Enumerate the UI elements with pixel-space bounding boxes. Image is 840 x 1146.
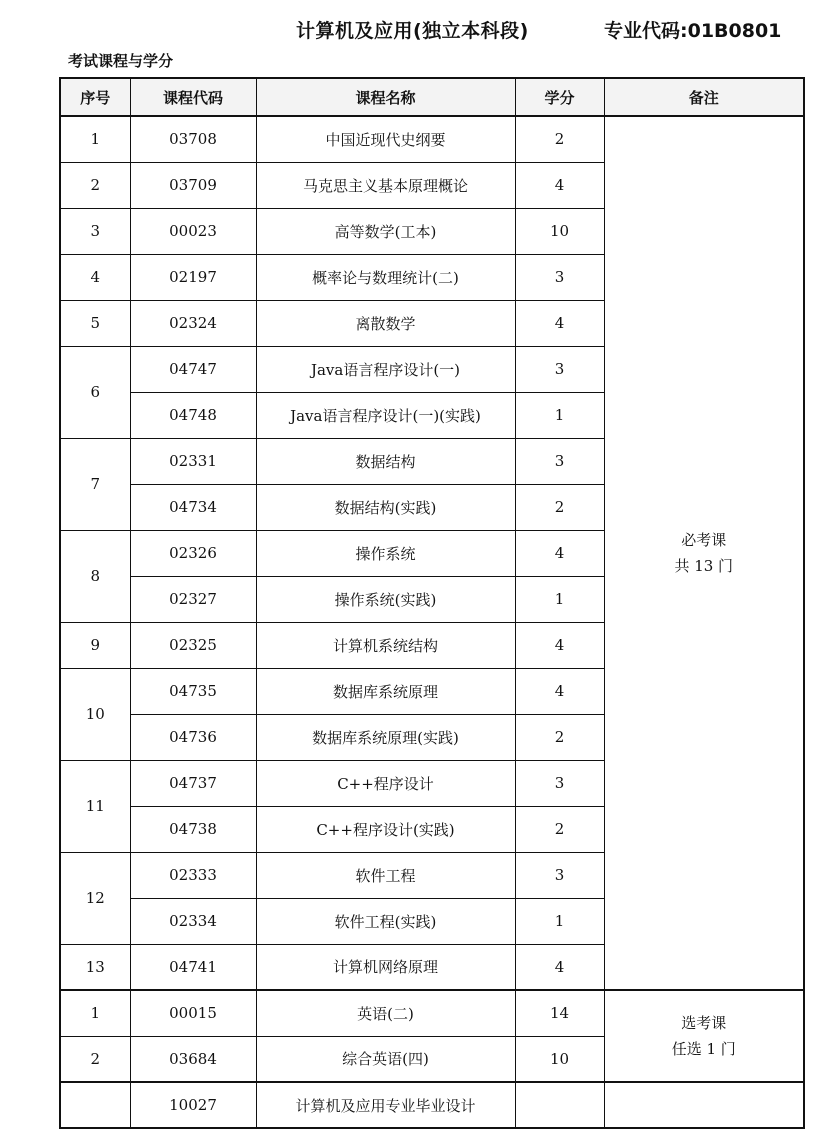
course-name: Java语言程序设计(一) bbox=[256, 346, 515, 392]
course-number: 2 bbox=[60, 1036, 130, 1082]
course-number bbox=[60, 1082, 130, 1128]
course-credit: 1 bbox=[515, 898, 604, 944]
course-code: 02325 bbox=[130, 622, 256, 668]
course-name: C++程序设计 bbox=[256, 760, 515, 806]
course-credit: 4 bbox=[515, 944, 604, 990]
course-code: 04747 bbox=[130, 346, 256, 392]
program-name: 计算机及应用(独立本科段) bbox=[296, 20, 529, 42]
course-credit: 3 bbox=[515, 438, 604, 484]
course-name: 计算机系统结构 bbox=[256, 622, 515, 668]
course-code: 02327 bbox=[130, 576, 256, 622]
course-code: 02324 bbox=[130, 300, 256, 346]
course-number: 12 bbox=[60, 852, 130, 944]
course-credit: 3 bbox=[515, 852, 604, 898]
course-name: 计算机及应用专业毕业设计 bbox=[256, 1082, 515, 1128]
course-number: 10 bbox=[60, 668, 130, 760]
elective-note bbox=[604, 990, 804, 1082]
course-number: 7 bbox=[60, 438, 130, 530]
course-name: C++程序设计(实践) bbox=[256, 806, 515, 852]
course-credit: 1 bbox=[515, 576, 604, 622]
course-credit: 1 bbox=[515, 392, 604, 438]
course-name: 数据结构(实践) bbox=[256, 484, 515, 530]
table-row bbox=[60, 1082, 804, 1128]
course-code: 03708 bbox=[130, 116, 256, 162]
course-credit: 4 bbox=[515, 530, 604, 576]
course-name: 数据结构 bbox=[256, 438, 515, 484]
course-number: 6 bbox=[60, 346, 130, 438]
course-number: 2 bbox=[60, 162, 130, 208]
course-name: 计算机网络原理 bbox=[256, 944, 515, 990]
course-code: 02326 bbox=[130, 530, 256, 576]
course-code: 04734 bbox=[130, 484, 256, 530]
course-number: 5 bbox=[60, 300, 130, 346]
course-code: 02331 bbox=[130, 438, 256, 484]
course-code: 02334 bbox=[130, 898, 256, 944]
course-code: 04738 bbox=[130, 806, 256, 852]
course-credit: 2 bbox=[515, 116, 604, 162]
course-credit: 14 bbox=[515, 990, 604, 1036]
course-code: 04748 bbox=[130, 392, 256, 438]
course-number: 3 bbox=[60, 208, 130, 254]
course-credit: 10 bbox=[515, 208, 604, 254]
course-code: 04735 bbox=[130, 668, 256, 714]
course-table-body bbox=[60, 116, 804, 1128]
required-note bbox=[604, 116, 804, 990]
course-credit: 3 bbox=[515, 346, 604, 392]
course-credit: 3 bbox=[515, 760, 604, 806]
course-credit: 2 bbox=[515, 484, 604, 530]
column-header-no: 序号 bbox=[60, 78, 130, 116]
course-code: 04737 bbox=[130, 760, 256, 806]
document-header bbox=[0, 16, 840, 46]
course-name: Java语言程序设计(一)(实践) bbox=[256, 392, 515, 438]
course-code: 00015 bbox=[130, 990, 256, 1036]
course-name: 操作系统(实践) bbox=[256, 576, 515, 622]
course-number: 11 bbox=[60, 760, 130, 852]
required-note-type: 必考课 bbox=[681, 531, 727, 549]
course-code: 02333 bbox=[130, 852, 256, 898]
course-credit: 2 bbox=[515, 714, 604, 760]
required-note-count: 共 13 门 bbox=[674, 557, 734, 575]
section-label: 考试课程与学分 bbox=[68, 52, 174, 70]
course-name: 软件工程(实践) bbox=[256, 898, 515, 944]
course-number: 8 bbox=[60, 530, 130, 622]
course-code: 00023 bbox=[130, 208, 256, 254]
course-credit: 2 bbox=[515, 806, 604, 852]
course-number: 1 bbox=[60, 116, 130, 162]
course-name: 英语(二) bbox=[256, 990, 515, 1036]
course-name: 马克思主义基本原理概论 bbox=[256, 162, 515, 208]
course-table bbox=[59, 77, 805, 1129]
course-code: 03709 bbox=[130, 162, 256, 208]
course-name: 离散数学 bbox=[256, 300, 515, 346]
course-credit: 4 bbox=[515, 162, 604, 208]
table-row bbox=[60, 116, 804, 162]
program-code: 专业代码:01B0801 bbox=[604, 20, 782, 42]
course-credit bbox=[515, 1082, 604, 1128]
course-name: 中国近现代史纲要 bbox=[256, 116, 515, 162]
column-header-note: 备注 bbox=[604, 78, 804, 116]
table-row bbox=[60, 990, 804, 1036]
column-header-code: 课程代码 bbox=[130, 78, 256, 116]
course-name: 高等数学(工本) bbox=[256, 208, 515, 254]
course-name: 综合英语(四) bbox=[256, 1036, 515, 1082]
course-number: 9 bbox=[60, 622, 130, 668]
course-number: 1 bbox=[60, 990, 130, 1036]
course-code: 03684 bbox=[130, 1036, 256, 1082]
course-name: 操作系统 bbox=[256, 530, 515, 576]
thesis-note bbox=[604, 1082, 804, 1128]
course-name: 软件工程 bbox=[256, 852, 515, 898]
course-number: 4 bbox=[60, 254, 130, 300]
course-code: 02197 bbox=[130, 254, 256, 300]
course-name: 数据库系统原理(实践) bbox=[256, 714, 515, 760]
course-credit: 10 bbox=[515, 1036, 604, 1082]
course-credit: 4 bbox=[515, 668, 604, 714]
elective-note-type: 选考课 bbox=[681, 1014, 727, 1032]
elective-note-count: 任选 1 门 bbox=[671, 1040, 736, 1058]
course-credit: 4 bbox=[515, 300, 604, 346]
course-code: 10027 bbox=[130, 1082, 256, 1128]
course-code: 04741 bbox=[130, 944, 256, 990]
table-header-row bbox=[60, 78, 804, 116]
course-credit: 4 bbox=[515, 622, 604, 668]
course-number: 13 bbox=[60, 944, 130, 990]
course-code: 04736 bbox=[130, 714, 256, 760]
column-header-name: 课程名称 bbox=[256, 78, 515, 116]
course-name: 概率论与数理统计(二) bbox=[256, 254, 515, 300]
course-credit: 3 bbox=[515, 254, 604, 300]
course-name: 数据库系统原理 bbox=[256, 668, 515, 714]
column-header-credit: 学分 bbox=[515, 78, 604, 116]
